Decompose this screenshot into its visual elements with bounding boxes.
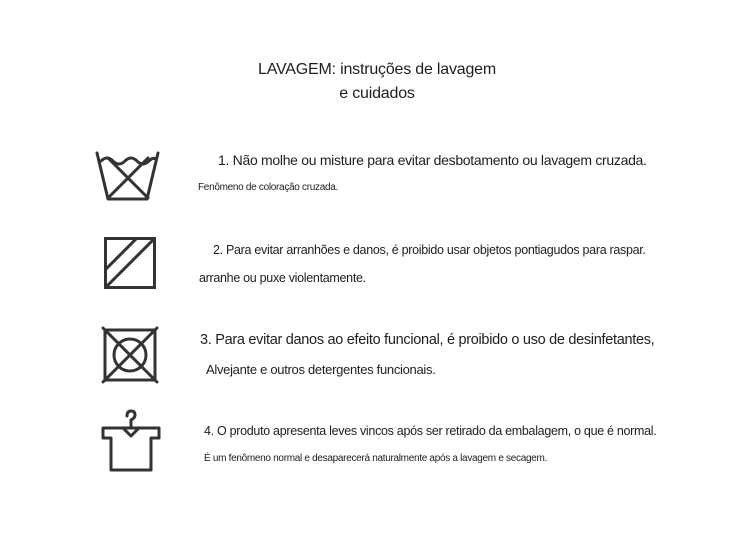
do-not-wash-icon	[94, 150, 162, 204]
instruction-2-text: 2. Para evitar arranhões e danos, é proibido usar objetos pontiagudos para raspar.	[213, 243, 646, 257]
title-line-2: e cuidados	[339, 85, 415, 102]
page-title	[200, 58, 554, 106]
do-not-tumble-dry-icon	[100, 326, 160, 384]
instruction-4-text: 4. O produto apresenta leves vincos após ser retirado da embalagem, o que é normal.	[204, 424, 657, 438]
hang-dry-icon	[100, 408, 162, 474]
instruction-3-subtext: Alvejante e outros detergentes funcionais.	[206, 362, 436, 377]
instruction-2-subtext: arranhe ou puxe violentamente.	[199, 271, 366, 285]
do-not-scrape-icon	[103, 236, 157, 290]
instruction-3-text: 3. Para evitar danos ao efeito funcional, é proibido o uso de desinfetantes,	[200, 332, 655, 348]
instruction-1-text: 1. Não molhe ou misture para evitar desbotamento ou lavagem cruzada.	[218, 152, 647, 168]
instruction-4-subtext: É um fenômeno normal e desaparecerá naturalmente após a lavagem e secagem.	[204, 453, 548, 464]
title-line-1: LAVAGEM: instruções de lavagem	[258, 61, 496, 78]
instruction-1-subtext: Fenômeno de coloração cruzada.	[198, 182, 338, 193]
